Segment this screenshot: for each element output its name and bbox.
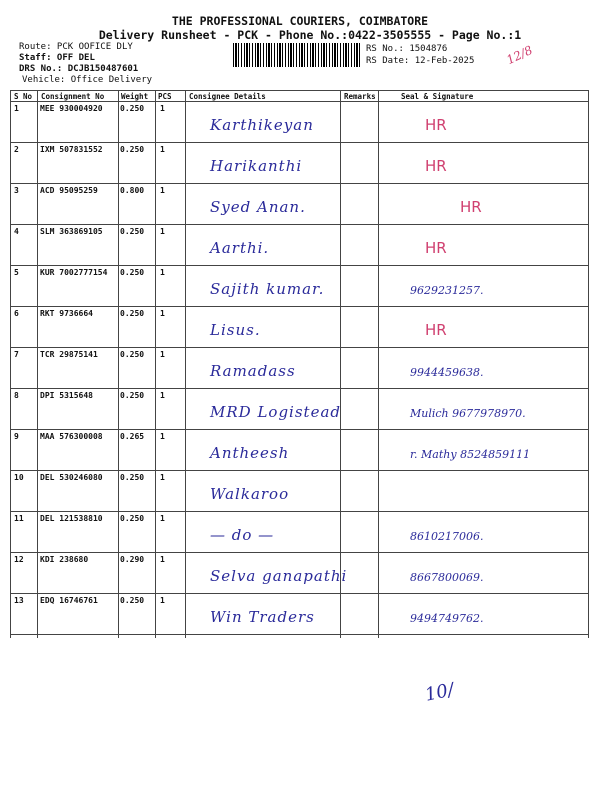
row-divider [10, 265, 588, 266]
row-consignment-no: DEL 121538810 [40, 514, 103, 523]
row-signature: 8610217006. [410, 530, 484, 543]
row-seal-stamp: HR [425, 116, 447, 134]
row-pcs: 1 [160, 145, 165, 154]
col-sno: S No [14, 92, 33, 101]
row-signature: 9494749762. [410, 612, 484, 625]
row-seal-stamp: HR [460, 198, 482, 216]
row-signature: Mulich 9677978970. [410, 407, 526, 420]
row-sno: 7 [14, 350, 19, 359]
row-sno: 3 [14, 186, 19, 195]
row-signature: 9944459638. [410, 366, 484, 379]
row-consignee: Antheesh [210, 444, 290, 462]
row-weight: 0.250 [120, 473, 145, 482]
row-seal-stamp: HR [425, 157, 447, 175]
row-consignee: Aarthi. [210, 239, 270, 257]
row-consignee: — do — [210, 526, 275, 544]
row-divider [10, 552, 588, 553]
row-sno: 4 [14, 227, 19, 236]
row-divider [10, 593, 588, 594]
row-pcs: 1 [160, 227, 165, 236]
row-consignee: Syed Anan. [210, 198, 306, 216]
row-weight: 0.250 [120, 391, 145, 400]
col-seal: Seal & Signature [401, 92, 474, 101]
row-consignment-no: RKT 9736664 [40, 309, 93, 318]
row-seal-stamp: HR [425, 321, 447, 339]
row-pcs: 1 [160, 309, 165, 318]
row-consignment-no: EDQ 16746761 [40, 596, 98, 605]
row-divider [10, 470, 588, 471]
row-pcs: 1 [160, 350, 165, 359]
row-pcs: 1 [160, 555, 165, 564]
row-pcs: 1 [160, 104, 165, 113]
row-weight: 0.250 [120, 268, 145, 277]
company-title: THE PROFESSIONAL COURIERS, COIMBATORE [171, 14, 429, 28]
row-weight: 0.250 [120, 596, 145, 605]
row-pcs: 1 [160, 473, 165, 482]
rs-date: RS Date: 12-Feb-2025 [366, 56, 475, 66]
row-weight: 0.800 [120, 186, 145, 195]
row-consignment-no: TCR 29875141 [40, 350, 98, 359]
row-divider [10, 511, 588, 512]
row-consignee: Harikanthi [210, 157, 303, 175]
row-consignment-no: ACD 95095259 [40, 186, 98, 195]
row-sno: 1 [14, 104, 19, 113]
row-sno: 12 [14, 555, 24, 564]
row-divider [10, 634, 588, 635]
col-pcs: PCS [158, 92, 172, 101]
col-remarks: Remarks [344, 92, 376, 101]
col-weight: Weight [121, 92, 149, 101]
route-label: Route: PCK OOFICE DLY [19, 42, 133, 52]
row-sno: 6 [14, 309, 19, 318]
row-consignment-no: MEE 930004920 [40, 104, 103, 113]
row-divider [10, 142, 588, 143]
row-pcs: 1 [160, 186, 165, 195]
row-divider [10, 429, 588, 430]
row-sno: 10 [14, 473, 24, 482]
drs-number: DRS No.: DCJB150487601 [19, 64, 139, 74]
row-consignee: MRD Logistead [210, 403, 341, 421]
row-seal-stamp: HR [425, 239, 447, 257]
barcode [233, 43, 361, 67]
staff-label: Staff: OFF DEL [19, 53, 95, 63]
row-pcs: 1 [160, 391, 165, 400]
row-weight: 0.250 [120, 145, 145, 154]
col-consignee: Consignee Details [189, 92, 266, 101]
runsheet-subtitle: Delivery Runsheet - PCK - Phone No.:0422-3505555 - Page No.:1 [98, 28, 522, 42]
row-consignee: Walkaroo [210, 485, 290, 503]
row-pcs: 1 [160, 596, 165, 605]
row-divider [10, 388, 588, 389]
row-consignee: Sajith kumar. [210, 280, 325, 298]
row-sno: 2 [14, 145, 19, 154]
row-divider [10, 306, 588, 307]
row-weight: 0.250 [120, 104, 145, 113]
row-pcs: 1 [160, 514, 165, 523]
row-weight: 0.250 [120, 227, 145, 236]
row-divider [10, 347, 588, 348]
row-consignee: Lisus. [210, 321, 261, 339]
vehicle-label: Vehicle: Office Delivery [22, 75, 153, 85]
row-sno: 5 [14, 268, 19, 277]
row-weight: 0.290 [120, 555, 145, 564]
row-consignee: Karthikeyan [210, 116, 314, 134]
row-sno: 8 [14, 391, 19, 400]
row-weight: 0.250 [120, 514, 145, 523]
row-signature: r. Mathy 8524859111 [410, 448, 531, 461]
row-consignee: Win Traders [210, 608, 315, 626]
rs-number: RS No.: 1504876 [366, 44, 448, 54]
corner-note: 12/8 [504, 42, 535, 68]
row-weight: 0.250 [120, 309, 145, 318]
footer-note: 10/ [423, 679, 456, 706]
row-sno: 13 [14, 596, 24, 605]
row-consignment-no: MAA 576300008 [40, 432, 103, 441]
row-pcs: 1 [160, 268, 165, 277]
col-consignment: Consignment No [41, 92, 105, 101]
row-consignment-no: KUR 7002777154 [40, 268, 108, 277]
row-consignment-no: DPI 5315648 [40, 391, 93, 400]
row-sno: 9 [14, 432, 19, 441]
row-consignment-no: SLM 363869105 [40, 227, 103, 236]
row-consignment-no: IXM 507831552 [40, 145, 103, 154]
row-consignee: Ramadass [210, 362, 296, 380]
row-signature: 9629231257. [410, 284, 484, 297]
row-consignee: Selva ganapathi [210, 567, 348, 585]
row-consignment-no: KDI 238680 [40, 555, 89, 564]
row-sno: 11 [14, 514, 24, 523]
row-weight: 0.265 [120, 432, 145, 441]
row-consignment-no: DEL 530246080 [40, 473, 103, 482]
row-signature: 8667800069. [410, 571, 484, 584]
row-pcs: 1 [160, 432, 165, 441]
row-weight: 0.250 [120, 350, 145, 359]
row-divider [10, 224, 588, 225]
row-divider [10, 183, 588, 184]
